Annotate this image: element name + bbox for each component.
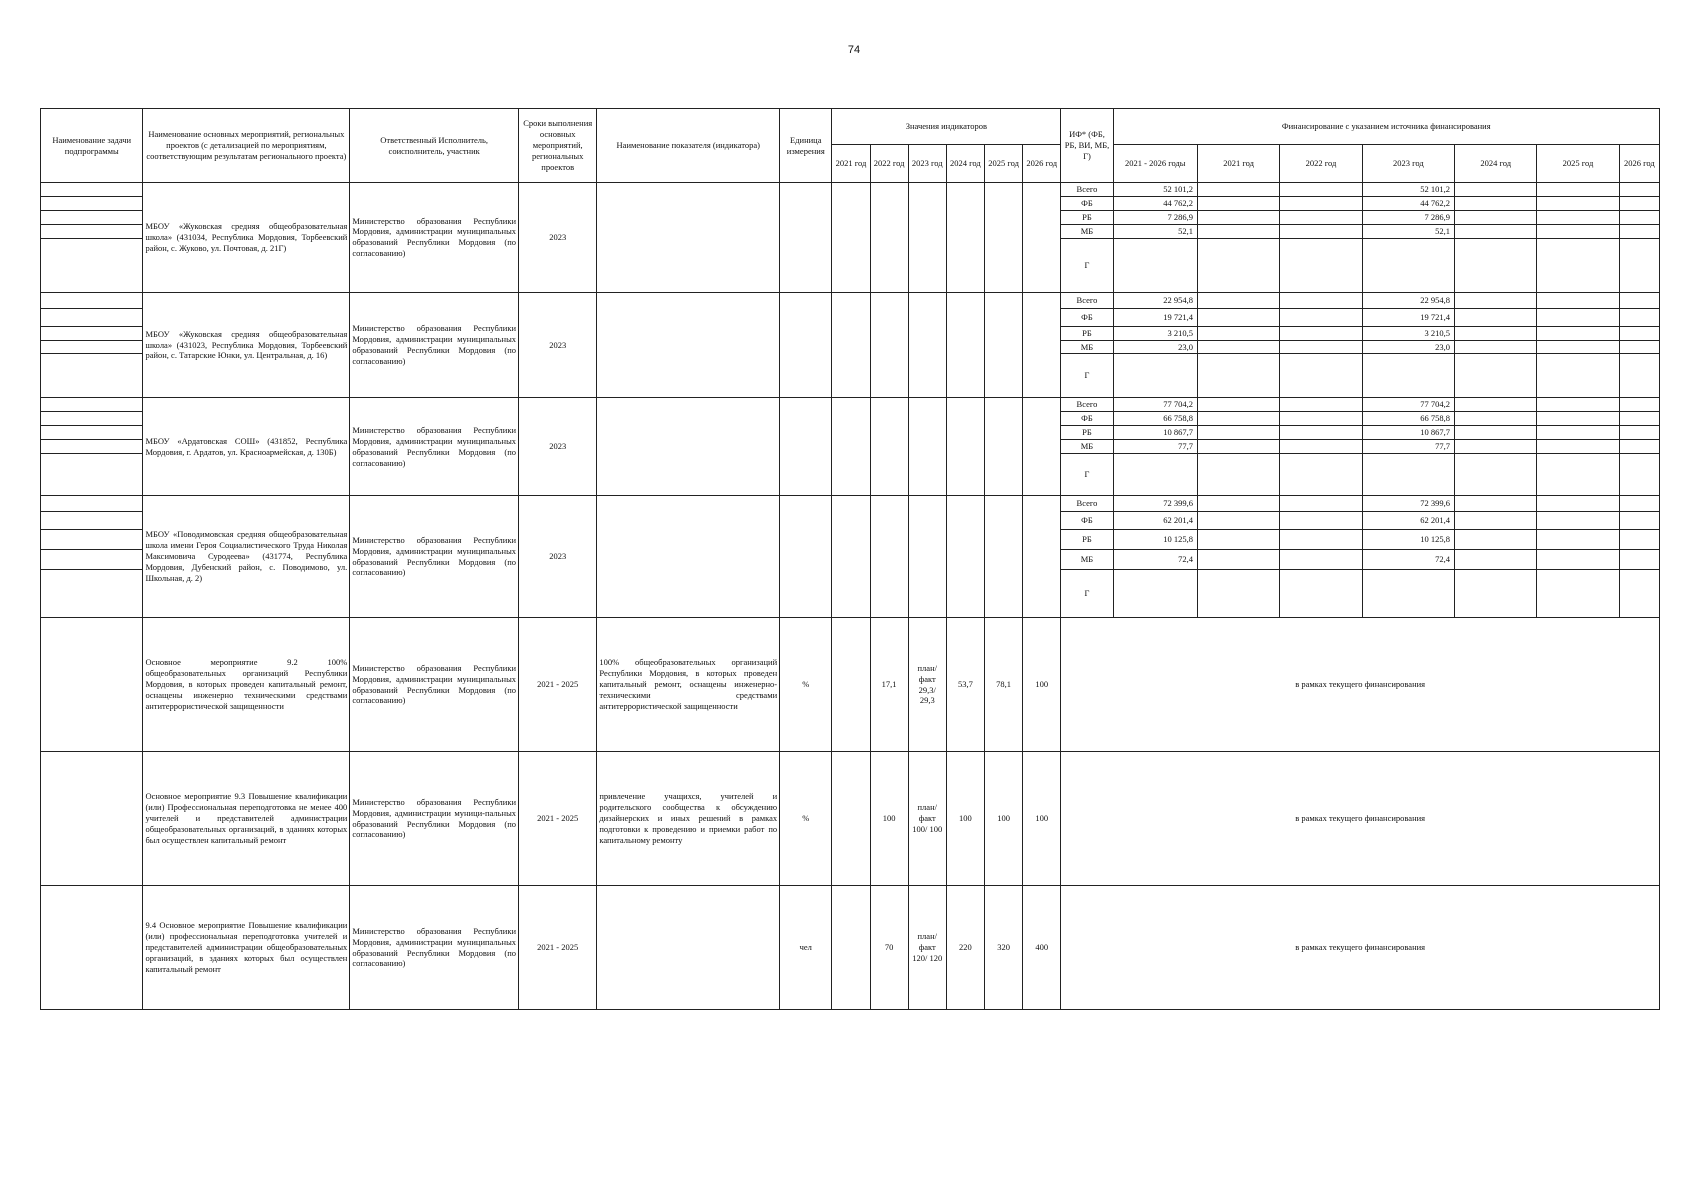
unit-cell: % [780,618,832,752]
value-cell [870,496,908,618]
unit-cell [780,398,832,496]
value-cell: 100 [870,752,908,886]
value-cell [946,398,984,496]
source-label: РБ [1061,426,1113,440]
fin-2023: 3 210,5 [1362,326,1454,340]
header-fin-col: 2026 год [1619,145,1659,183]
header-year: 2026 год [1023,145,1061,183]
unit-cell [780,496,832,618]
source-label: Г [1061,238,1113,292]
fin-total: 66 758,8 [1113,412,1197,426]
table-row [41,292,1660,308]
fin-2023: 23,0 [1362,340,1454,354]
value-cell: 53,7 [946,618,984,752]
value-cell [870,398,908,496]
task-cell [41,196,143,210]
table-body [41,183,1660,1010]
task-cell [41,238,143,292]
indicator-cell [597,292,780,398]
value-cell [870,292,908,398]
source-label: ФБ [1061,412,1113,426]
fin-2023: 22 954,8 [1362,292,1454,308]
value-cell [946,183,984,293]
value-cell [1023,398,1061,496]
value-cell [832,292,870,398]
fin-2023: 62 201,4 [1362,512,1454,530]
executor-cell: Министерство образования Республики Мордовия, администрации муниципальных образований Республики Мордовия (по согласованию) [350,292,519,398]
fin-2023: 72 399,6 [1362,496,1454,512]
indicator-cell: привлечение учащихся, учителей и родительского сообщества к обсуждению дизайнерских и иных решений в рамках подготовки к проведению и приемки работ по капитальному ремонту [597,752,780,886]
deadline-cell: 2021 - 2025 [519,752,597,886]
deadline-cell: 2023 [519,292,597,398]
value-cell [832,496,870,618]
value-cell [908,398,946,496]
task-cell [41,570,143,618]
value-cell [832,618,870,752]
value-cell [908,292,946,398]
header-fin-col: 2021 - 2026 годы [1113,145,1197,183]
header-event: Наименование основных мероприятий, региональных проектов (с детализацией по мероприятиям, соответствующим результатам регионального проекта) [143,109,350,183]
source-label: ФБ [1061,308,1113,326]
value-cell: 70 [870,886,908,1010]
executor-cell: Министерство образования Республики Мордовия, администрации муниципальных образований Республики Мордовия (по согласованию) [350,398,519,496]
header-unit: Единица измерения [780,109,832,183]
task-cell [41,426,143,440]
value-cell [984,292,1022,398]
source-label: Всего [1061,292,1113,308]
measure-row [41,618,1660,752]
value-cell [946,496,984,618]
value-cell [870,183,908,293]
event-cell: МБОУ «Жуковская средняя общеобразовательная школа» (431034, Республика Мордовия, Торбеевский район, с. Жуково, ул. Почтовая, д. 21Г) [143,183,350,293]
value-cell [946,292,984,398]
task-cell [41,292,143,308]
value-cell: 78,1 [984,618,1022,752]
value-cell [984,183,1022,293]
event-cell: МБОУ «Жуковская средняя общеобразовательная школа» (431023, Республика Мордовия, Торбеевский район, с. Татарские Юнки, ул. Центральная, д. 16) [143,292,350,398]
fin-total: 77 704,2 [1113,398,1197,412]
fin-total: 52,1 [1113,224,1197,238]
value-cell: 320 [984,886,1022,1010]
fin-total: 22 954,8 [1113,292,1197,308]
header-fin-col: 2023 год [1362,145,1454,183]
header-year: 2024 год [946,145,984,183]
executor-cell: Министерство образования Республики Мордовия, администрации муниципальных образований Республики Мордовия (по согласованию) [350,496,519,618]
fin-2023: 19 721,4 [1362,308,1454,326]
value-cell: 100 [946,752,984,886]
source-label: Г [1061,454,1113,496]
source-label: ФБ [1061,196,1113,210]
executor-cell: Министерство образования Республики Мордовия, администрации муниципальных образований Республики Мордовия (по согласованию) [350,886,519,1010]
header-year: 2025 год [984,145,1022,183]
fin-total: 23,0 [1113,340,1197,354]
executor-cell: Министерство образования Республики Мордовия, администрации муниципальных образований Республики Мордовия (по согласованию) [350,183,519,293]
task-cell [41,886,143,1010]
indicator-cell: 100% общеобразовательных организаций Республики Мордовия, в которых проведен капитальный ремонт, оснащены инженерно-техническими средствами антитеррористической защищенности [597,618,780,752]
indicator-cell [597,886,780,1010]
header-indicator: Наименование показателя (индикатора) [597,109,780,183]
value-cell [1023,292,1061,398]
executor-cell: Министерство образования Республики Мордовия, администрации муниципальных образований Республики Мордовия (по согласованию) [350,618,519,752]
deadline-cell: 2023 [519,398,597,496]
task-cell [41,210,143,224]
fin-2023: 77 704,2 [1362,398,1454,412]
measure-row [41,752,1660,886]
fin-2023: 10 125,8 [1362,530,1454,550]
indicator-cell [597,398,780,496]
fin-total: 3 210,5 [1113,326,1197,340]
task-cell [41,326,143,340]
task-cell [41,354,143,398]
fin-total: 72 399,6 [1113,496,1197,512]
executor-cell: Министерство образования Республики Мордовия, администрации муници-пальных образований Республики Мордовия (по согласованию) [350,752,519,886]
source-label: Всего [1061,183,1113,197]
value-cell: 100 [1023,618,1061,752]
finance-note: в рамках текущего финансирования [1061,618,1660,752]
header-fin-col: 2021 год [1197,145,1279,183]
task-cell [41,440,143,454]
fin-total: 10 125,8 [1113,530,1197,550]
indicator-cell [597,496,780,618]
task-cell [41,496,143,512]
fin-total: 77,7 [1113,440,1197,454]
value-cell: 100 [1023,752,1061,886]
task-cell [41,512,143,530]
value-cell: план/ факт 120/ 120 [908,886,946,1010]
header-task: Наименование задачи подпрограммы [41,109,143,183]
value-cell [832,886,870,1010]
fin-total: 44 762,2 [1113,196,1197,210]
event-cell: Основное мероприятие 9.2 100% общеобразовательных организаций Республики Мордовия, в которых проведен капитальный ремонт, оснащены инженерно техническими средствами антитеррористической защищенности [143,618,350,752]
task-cell [41,398,143,412]
source-label: РБ [1061,326,1113,340]
header-fin-col: 2022 год [1280,145,1362,183]
source-label: ФБ [1061,512,1113,530]
value-cell [1023,183,1061,293]
fin-2023: 7 286,9 [1362,210,1454,224]
source-label: РБ [1061,530,1113,550]
value-cell [908,496,946,618]
source-label: МБ [1061,550,1113,570]
source-label: Г [1061,570,1113,618]
value-cell [832,398,870,496]
fin-2023: 52 101,2 [1362,183,1454,197]
task-cell [41,224,143,238]
source-label: РБ [1061,210,1113,224]
header-finance-group: Финансирование с указанием источника финансирования [1113,109,1659,145]
value-cell: план/ факт 29,3/ 29,3 [908,618,946,752]
unit-cell: чел [780,886,832,1010]
table-header [41,109,1660,183]
source-label: МБ [1061,340,1113,354]
fin-2023: 10 867,7 [1362,426,1454,440]
measure-row [41,886,1660,1010]
value-cell [832,752,870,886]
value-cell [908,183,946,293]
value-cell [1023,496,1061,618]
fin-2023: 72,4 [1362,550,1454,570]
task-cell [41,340,143,354]
event-cell: МБОУ «Поводимовская средняя общеобразовательная школа имени Героя Социалистического Труда Николая Максимовича Суродеева» (431774, Республика Мордовия, Дубенский район, с. Поводимово, ул. Школьная, д. 2) [143,496,350,618]
fin-total: 7 286,9 [1113,210,1197,224]
task-cell [41,752,143,886]
header-year: 2022 год [870,145,908,183]
unit-cell: % [780,752,832,886]
value-cell: 400 [1023,886,1061,1010]
table-row [41,496,1660,512]
header-fin-col: 2024 год [1455,145,1537,183]
task-cell [41,183,143,197]
header-fin-col: 2025 год [1537,145,1619,183]
value-cell [984,496,1022,618]
event-cell: 9.4 Основное мероприятие Повышение квалификации (или) профессиональная переподготовка учителей и представителей администрации общеобразовательных организаций, в зданиях которых был осуществлен капитальный ремонт [143,886,350,1010]
value-cell: 17,1 [870,618,908,752]
page-number: 74 [847,44,861,56]
header-executor: Ответственный Исполнитель, соисполнитель, участник [350,109,519,183]
source-label: МБ [1061,224,1113,238]
task-cell [41,550,143,570]
source-label: МБ [1061,440,1113,454]
fin-2023: 44 762,2 [1362,196,1454,210]
value-cell: 100 [984,752,1022,886]
value-cell [984,398,1022,496]
finance-note: в рамках текущего финансирования [1061,752,1660,886]
event-cell: Основное мероприятие 9.3 Повышение квалификации (или) Профессиональная переподготовка не менее 400 учителей и представителей администрации общеобразовательных организаций, в зданиях которых был осуществлен капитальный ремонт [143,752,350,886]
deadline-cell: 2021 - 2025 [519,618,597,752]
value-cell [832,183,870,293]
deadline-cell: 2021 - 2025 [519,886,597,1010]
fin-2023: 66 758,8 [1362,412,1454,426]
deadline-cell: 2023 [519,496,597,618]
header-deadline: Сроки выполнения основных мероприятий, региональных проектов [519,109,597,183]
value-cell: 220 [946,886,984,1010]
indicator-cell [597,183,780,293]
header-values-group: Значения индикаторов [832,109,1061,145]
fin-2023: 77,7 [1362,440,1454,454]
fin-total: 52 101,2 [1113,183,1197,197]
fin-total: 72,4 [1113,550,1197,570]
event-cell: МБОУ «Ардатовская СОШ» (431852, Республика Мордовия, г. Ардатов, ул. Красноармейская, д. 130Б) [143,398,350,496]
source-label: Всего [1061,398,1113,412]
table-row [41,183,1660,197]
table-row [41,398,1660,412]
fin-2023: 52,1 [1362,224,1454,238]
task-cell [41,618,143,752]
finance-note: в рамках текущего финансирования [1061,886,1660,1010]
task-cell [41,454,143,496]
task-cell [41,308,143,326]
header-year: 2023 год [908,145,946,183]
source-label: Г [1061,354,1113,398]
task-cell [41,530,143,550]
task-cell [41,412,143,426]
unit-cell [780,292,832,398]
header-year: 2021 год [832,145,870,183]
unit-cell [780,183,832,293]
source-label: Всего [1061,496,1113,512]
fin-total: 10 867,7 [1113,426,1197,440]
program-table [40,108,1660,1010]
deadline-cell: 2023 [519,183,597,293]
value-cell: план/ факт 100/ 100 [908,752,946,886]
fin-total: 19 721,4 [1113,308,1197,326]
header-source: ИФ* (ФБ, РБ, ВИ, МБ, Г) [1061,109,1113,183]
fin-total: 62 201,4 [1113,512,1197,530]
